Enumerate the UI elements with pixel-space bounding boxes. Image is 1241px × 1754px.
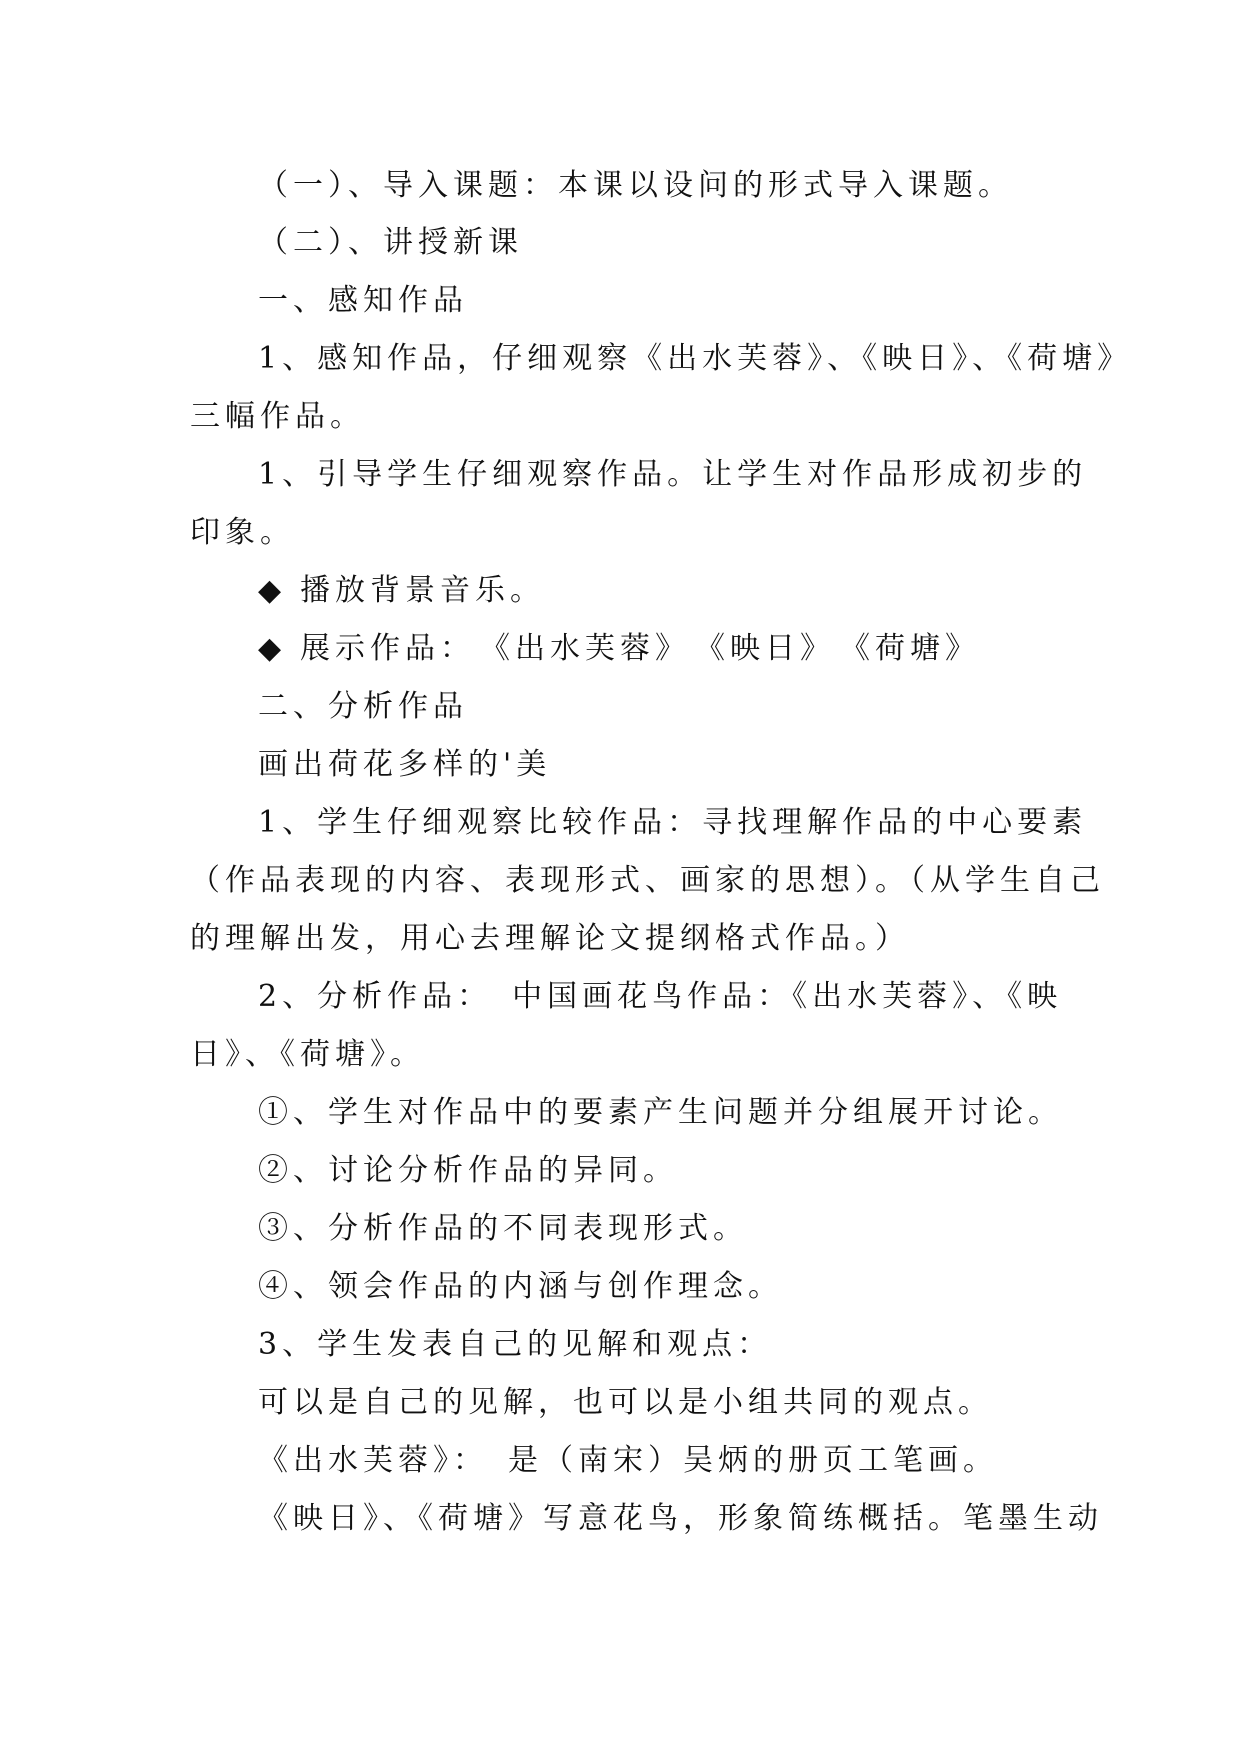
paragraph-perceive-1: 1、感知作品，仔细观察《出水芙蓉》、《映日》、《荷塘》: [258, 341, 1133, 376]
paragraph-guide-students: 1、引导学生仔细观察作品。让学生对作品形成初步的: [258, 457, 1088, 492]
bullet-item-show-works-text: 展示作品： 《出水芙蓉》 《映日》 《荷塘》: [300, 631, 980, 666]
paragraph-compare-1-cont-2: 的理解出发，用心去理解论文提纲格式作品。）: [190, 921, 910, 956]
paragraph-compare-1: 1、学生仔细观察比较作品：寻找理解作品的中心要素: [258, 805, 1088, 840]
bullet-item-show-works: [258, 629, 980, 669]
paragraph-analyze-2: 2、分析作品： 中国画花鸟作品：《出水芙蓉》、《映: [258, 979, 1063, 1014]
bullet-item-music: [258, 571, 545, 611]
diamond-bullet-icon: ◆: [258, 631, 282, 666]
bullet-item-music-text: 播放背景音乐。: [300, 573, 545, 608]
section-perceive-works: 一、感知作品: [258, 283, 468, 318]
paragraph-share-views: 3、学生发表自己的见解和观点：: [258, 1327, 773, 1362]
list-item-circled-4: ④、领会作品的内涵与创作理念。: [258, 1269, 783, 1304]
paragraph-compare-1-cont: （作品表现的内容、表现形式、画家的思想）。（从学生自己: [190, 863, 1105, 898]
diamond-bullet-icon: ◆: [258, 573, 282, 608]
section-analyze-works: 二、分析作品: [258, 689, 468, 724]
paragraph-work-1-desc: 《出水芙蓉》： 是（南宋）吴炳的册页工笔画。: [258, 1443, 998, 1478]
list-item-circled-2: ②、讨论分析作品的异同。: [258, 1153, 678, 1188]
heading-intro-topic: （一）、导入课题：本课以设问的形式导入课题。: [258, 168, 1013, 203]
heading-new-lesson: （二）、讲授新课: [258, 225, 523, 260]
subheading-lotus-beauty: 画出荷花多样的'美: [258, 747, 552, 782]
paragraph-work-2-desc: 《映日》、《荷塘》写意花鸟，形象简练概括。笔墨生动: [258, 1501, 1103, 1536]
paragraph-perceive-1-cont: 三幅作品。: [190, 399, 365, 434]
paragraph-views-note: 可以是自己的见解，也可以是小组共同的观点。: [258, 1385, 993, 1420]
paragraph-analyze-2-cont: 日》、《荷塘》。: [190, 1037, 425, 1072]
list-item-circled-3: ③、分析作品的不同表现形式。: [258, 1211, 748, 1246]
list-item-circled-1: ①、学生对作品中的要素产生问题并分组展开讨论。: [258, 1095, 1063, 1130]
paragraph-guide-students-cont: 印象。: [190, 515, 295, 550]
